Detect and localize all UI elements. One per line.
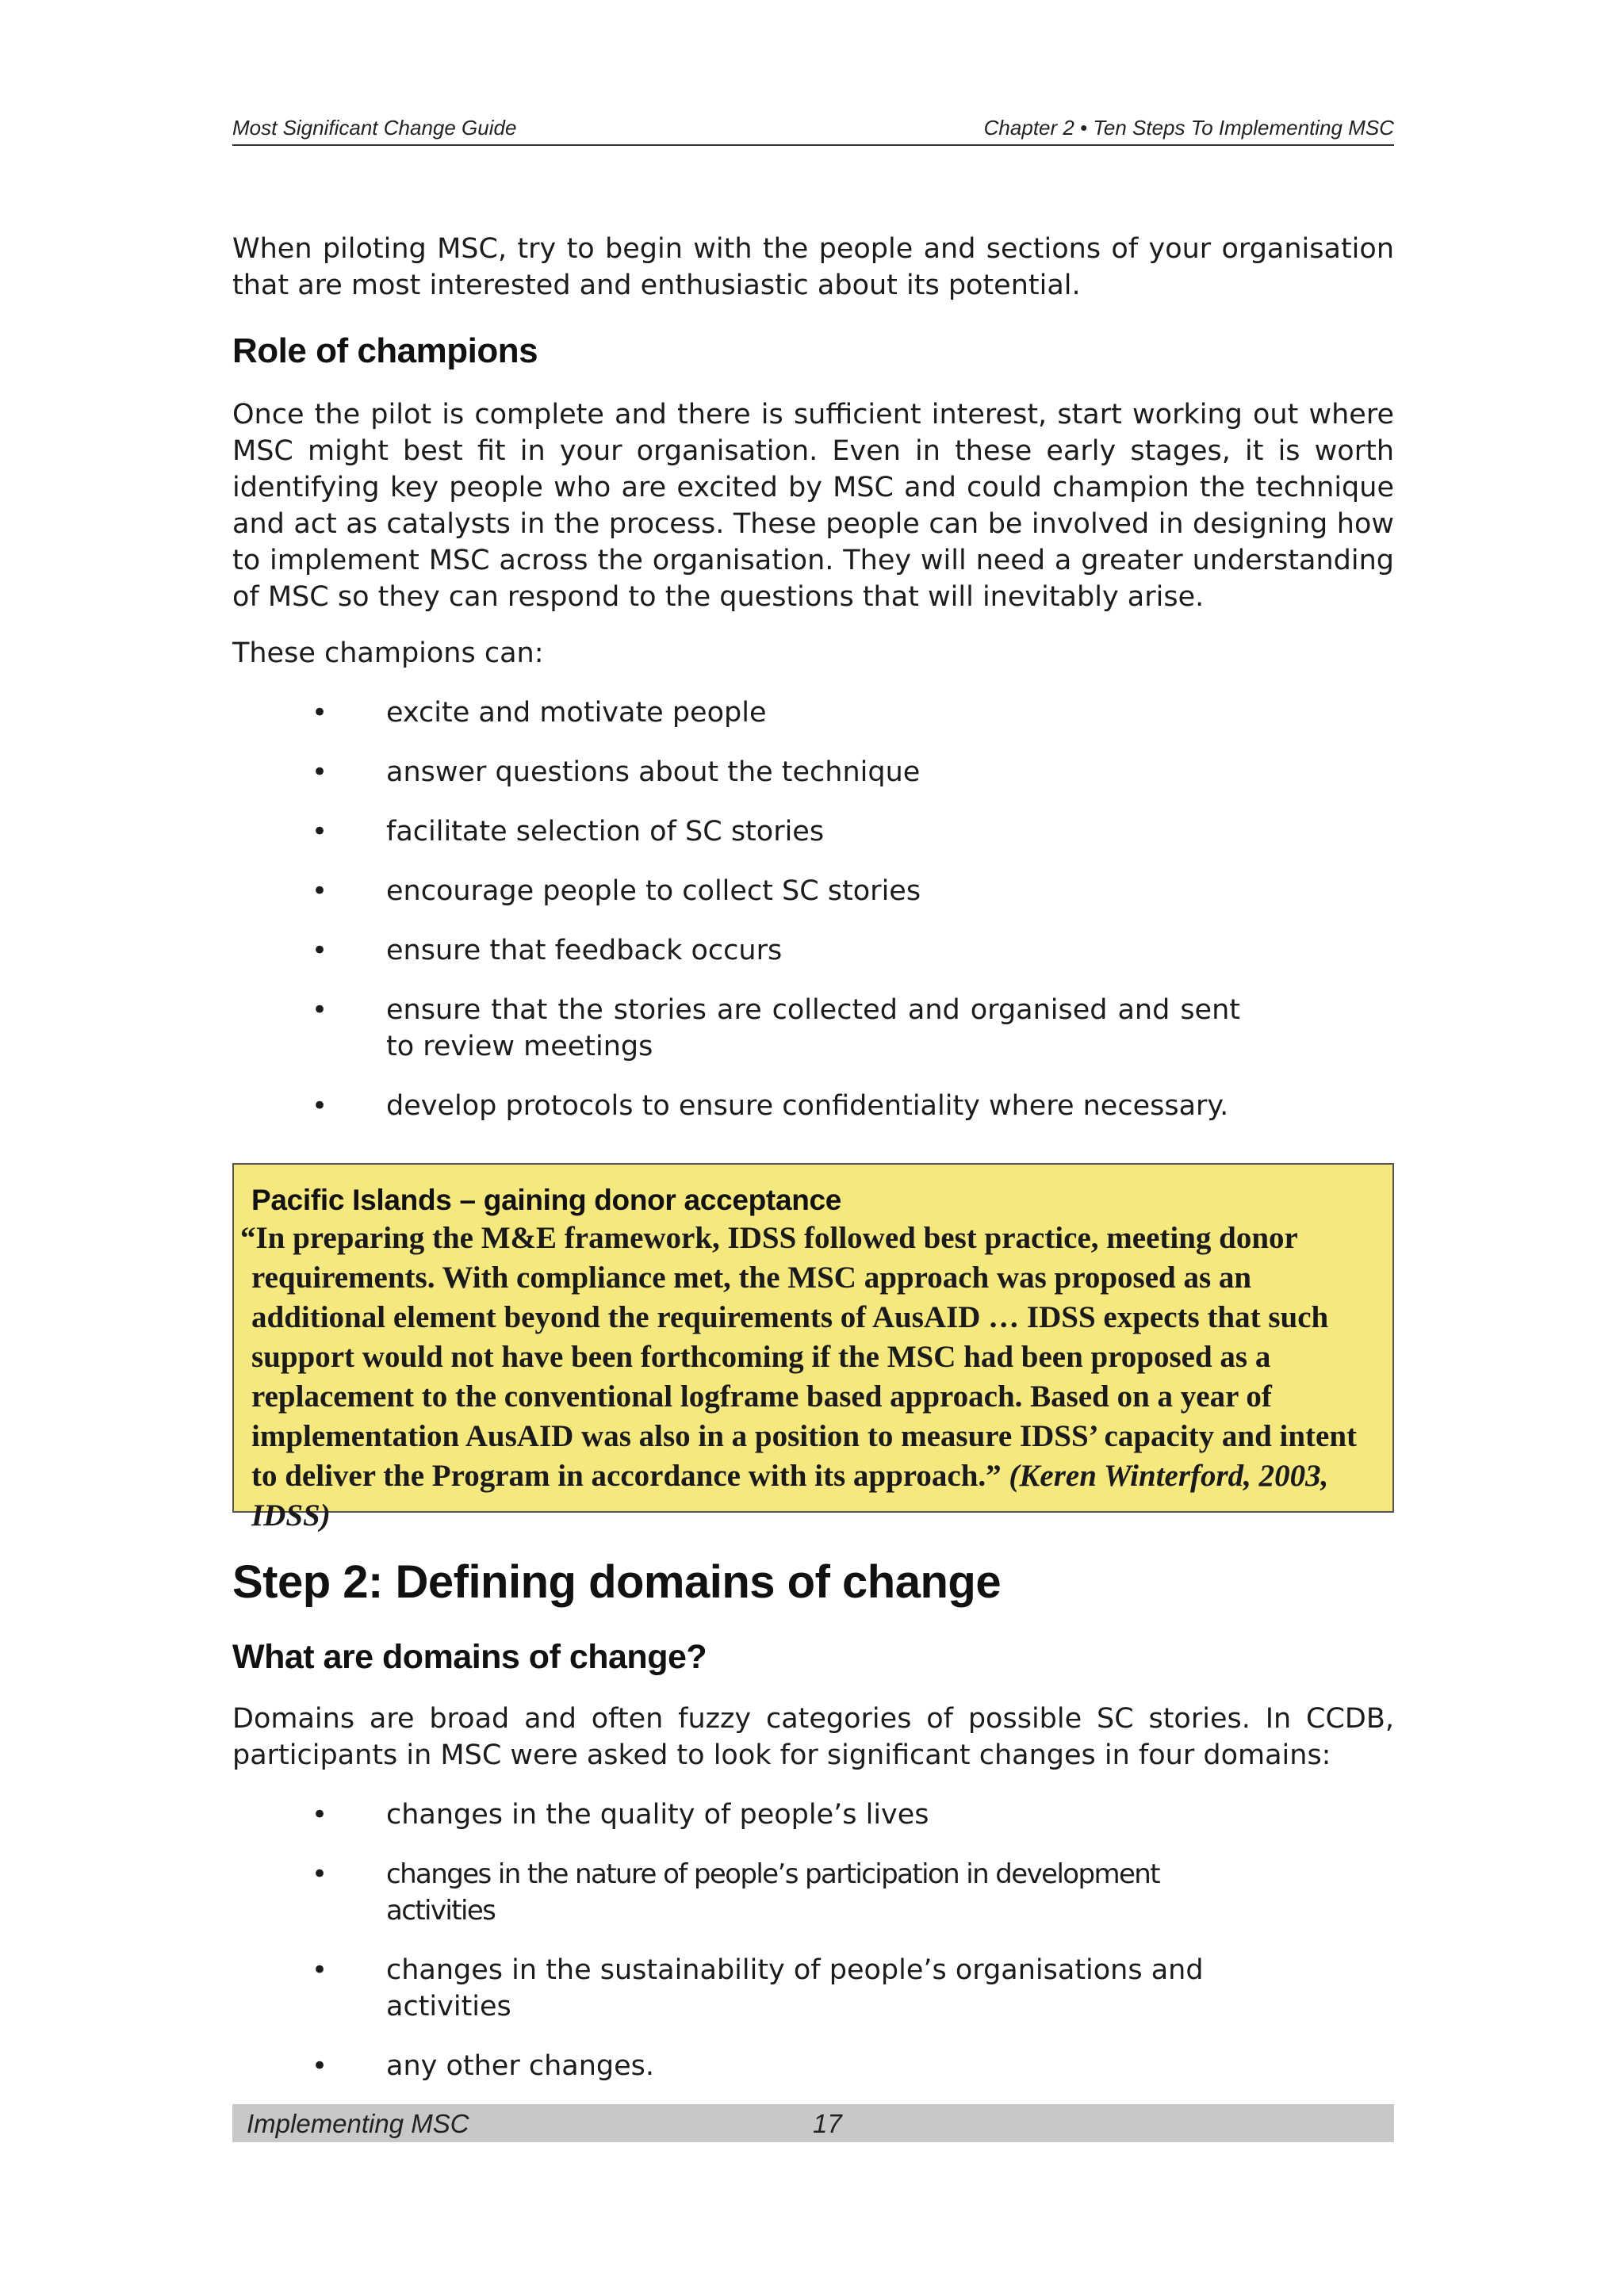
list-item: • ensure that the stories are collected and organised and sent to review meetings [232,992,1240,1065]
bullet-icon: • [312,935,328,966]
bullet-icon: • [312,2050,328,2082]
list-item: • develop protocols to ensure confidentiality where necessary. [232,1088,1240,1124]
champions-paragraph: Once the pilot is complete and there is sufficient interest, start working out where MSC might best fit in your organisation. Even in these early stages, it is worth identifying key people who are excited by MSC and could champion the technique and act as catalysts in the process. These people can be involved in designing how to implement MSC across the organisation. They will need a greater understanding of MSC so they can respond to the questions that will inevitably arise. [232,399,1394,613]
champions-list [232,695,1240,1147]
bullet-icon: • [312,697,328,729]
list-item: • changes in the quality of people’s lives [232,1797,1240,1833]
list-item: • encourage people to collect SC stories [232,873,1240,909]
quote-citation: (Keren Winterford, 2003, IDSS) [251,1459,1329,1533]
running-header [232,116,1394,146]
bullet-icon: • [312,756,328,788]
quote-text: In preparing the M&E framework, IDSS followed best practice, meeting donor requirements. With compliance met, the MSC approach was proposed as an additional element beyond the requirements of AusAID … IDSS expects that such support would not have been forthcoming if the MSC had been proposed as a replacement to the conventional logframe based approach. Based on a year of implementation AusAID was also in a position to measure IDSS’ capacity and intent to deliver the Program in accordance with its approach.” [251,1221,1358,1493]
case-study-quote [240,1219,1377,1536]
open-quote-mark: “ [240,1221,256,1255]
bullet-icon: • [312,1954,328,1986]
bullet-icon: • [312,1090,328,1122]
domains-list [232,1797,1240,2107]
list-item: • any other changes. [232,2048,1240,2084]
case-study-title: Pacific Islands – gaining donor acceptance [251,1184,842,1216]
footer-section-label: Implementing MSC [247,2109,469,2138]
bullet-icon: • [312,1799,328,1831]
bullet-icon: • [312,1858,328,1890]
case-study-box [232,1163,1394,1533]
list-item: • facilitate selection of SC stories [232,813,1240,850]
list-item: • answer questions about the technique [232,754,1240,790]
champions-lead: These champions can: [232,637,544,669]
domains-paragraph: Domains are broad and often fuzzy categories of possible SC stories. In CCDB, participants in MSC were asked to look for significant changes in four domains: [232,1703,1394,1771]
page-number: 17 [813,2109,842,2138]
bullet-icon: • [312,816,328,848]
header-chapter-title: Chapter 2 • Ten Steps To Implementing MSC [983,116,1394,140]
section-heading-domains: What are domains of change? [232,1638,707,1676]
step-heading: Step 2: Defining domains of change [232,1556,1002,1608]
intro-paragraph: When piloting MSC, try to begin with the people and sections of your organisation that are most interested and enthusiastic about its potential. [232,233,1394,301]
list-item: • changes in the nature of people’s participation in development activities [232,1856,1240,1929]
bullet-icon: • [312,875,328,907]
list-item: • ensure that feedback occurs [232,932,1240,969]
list-item: • changes in the sustainability of people’s organisations and activities [232,1952,1240,2025]
bullet-icon: • [312,994,328,1026]
page-footer [232,2104,1394,2142]
section-heading-champions: Role of champions [232,331,538,370]
list-item: • excite and motivate people [232,695,1240,731]
header-guide-title: Most Significant Change Guide [232,116,517,140]
